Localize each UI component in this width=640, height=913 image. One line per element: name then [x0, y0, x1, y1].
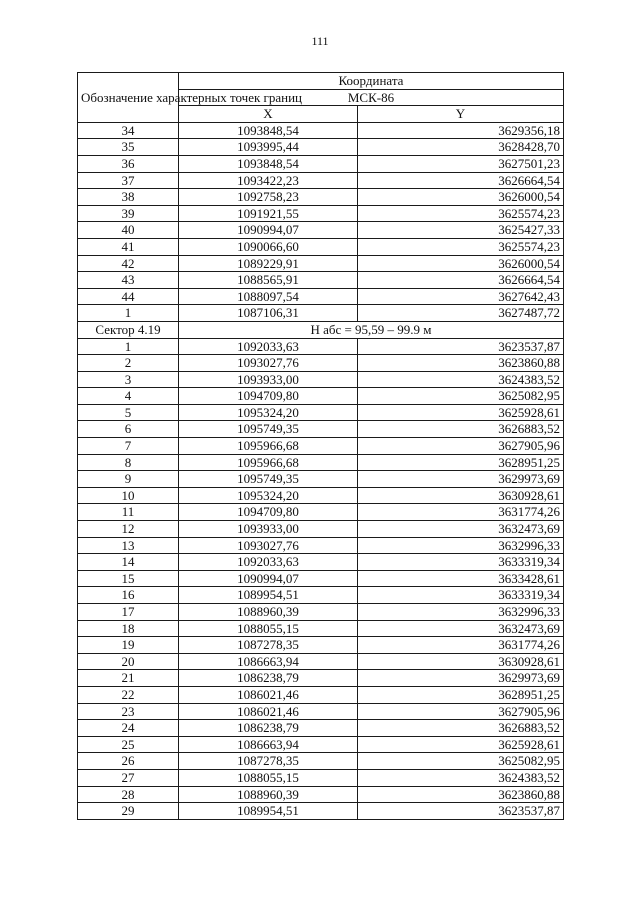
coordinate-y: 3624383,52: [358, 769, 564, 786]
coordinate-y: 3625928,61: [358, 404, 564, 421]
header-x: X: [179, 106, 358, 123]
coordinate-y: 3632473,69: [358, 521, 564, 538]
table-row: [78, 122, 564, 139]
coordinate-y: 3627501,23: [358, 155, 564, 172]
point-number: 11: [78, 504, 179, 521]
point-number: 4: [78, 388, 179, 405]
coordinate-x: 1086663,94: [179, 736, 358, 753]
header-coordinate: Координата: [179, 73, 564, 90]
coordinate-y: 3626664,54: [358, 272, 564, 289]
point-number: 6: [78, 421, 179, 438]
sector-height: Н абс = 95,59 – 99.9 м: [179, 321, 564, 338]
table-row: [78, 288, 564, 305]
table-row: [78, 272, 564, 289]
coordinate-y: 3626000,54: [358, 189, 564, 206]
coordinate-x: 1088565,91: [179, 272, 358, 289]
point-number: 23: [78, 703, 179, 720]
table-row: [78, 338, 564, 355]
table-row: [78, 471, 564, 488]
coordinate-y: 3623860,88: [358, 355, 564, 372]
point-number: 40: [78, 222, 179, 239]
coordinates-table: [77, 72, 564, 820]
point-number: 24: [78, 720, 179, 737]
point-number: 21: [78, 670, 179, 687]
coordinate-y: 3628428,70: [358, 139, 564, 156]
coordinate-x: 1088055,15: [179, 620, 358, 637]
coordinate-x: 1089954,51: [179, 803, 358, 820]
coordinate-x: 1095324,20: [179, 487, 358, 504]
point-number: 28: [78, 786, 179, 803]
table-row: [78, 189, 564, 206]
point-number: 13: [78, 537, 179, 554]
coordinate-y: 3633319,34: [358, 554, 564, 571]
coordinate-y: 3626000,54: [358, 255, 564, 272]
coordinate-y: 3627905,96: [358, 438, 564, 455]
coordinate-x: 1090066,60: [179, 238, 358, 255]
coordinate-x: 1095749,35: [179, 471, 358, 488]
point-number: 15: [78, 570, 179, 587]
table-row: [78, 803, 564, 820]
coordinate-y: 3626664,54: [358, 172, 564, 189]
coordinate-y: 3625928,61: [358, 736, 564, 753]
coordinate-x: 1095966,68: [179, 454, 358, 471]
table-row: [78, 504, 564, 521]
coordinate-x: 1090994,07: [179, 222, 358, 239]
table-row: [78, 454, 564, 471]
coordinate-y: 3626883,52: [358, 421, 564, 438]
table-row: [78, 404, 564, 421]
coordinate-y: 3631774,26: [358, 637, 564, 654]
coordinate-y: 3623537,87: [358, 803, 564, 820]
table-row: [78, 205, 564, 222]
coordinate-x: 1093848,54: [179, 155, 358, 172]
coordinate-x: 1090994,07: [179, 570, 358, 587]
table-row: [78, 537, 564, 554]
point-number: 17: [78, 604, 179, 621]
table-row: [78, 604, 564, 621]
table-row: [78, 438, 564, 455]
point-number: 39: [78, 205, 179, 222]
coordinate-x: 1094709,80: [179, 504, 358, 521]
point-number: 10: [78, 487, 179, 504]
coordinate-x: 1086021,46: [179, 686, 358, 703]
point-number: 37: [78, 172, 179, 189]
coordinate-x: 1092758,23: [179, 189, 358, 206]
table-row: [78, 371, 564, 388]
coordinate-x: 1093027,76: [179, 355, 358, 372]
coordinate-x: 1088960,39: [179, 604, 358, 621]
table-row: [78, 769, 564, 786]
point-number: 18: [78, 620, 179, 637]
point-number: 20: [78, 653, 179, 670]
page-number: 111: [311, 34, 329, 48]
coordinate-y: 3629973,69: [358, 471, 564, 488]
table-row: [78, 637, 564, 654]
coordinate-x: 1088960,39: [179, 786, 358, 803]
point-number: 7: [78, 438, 179, 455]
coordinate-y: 3632996,33: [358, 604, 564, 621]
sector-row: [78, 321, 564, 338]
coordinate-y: 3626883,52: [358, 720, 564, 737]
point-number: 43: [78, 272, 179, 289]
coordinate-y: 3630928,61: [358, 653, 564, 670]
coordinate-x: 1091921,55: [179, 205, 358, 222]
table-row: [78, 172, 564, 189]
coordinate-x: 1093933,00: [179, 521, 358, 538]
point-number: 8: [78, 454, 179, 471]
coordinate-y: 3625574,23: [358, 238, 564, 255]
header-y: Y: [358, 106, 564, 123]
coordinate-y: 3624383,52: [358, 371, 564, 388]
coordinate-x: 1086238,79: [179, 670, 358, 687]
coordinate-x: 1087278,35: [179, 753, 358, 770]
table-row: [78, 620, 564, 637]
coordinate-x: 1095966,68: [179, 438, 358, 455]
coordinate-x: 1092033,63: [179, 338, 358, 355]
header-point-label: Обозначение характерных точек границ: [78, 73, 179, 123]
coordinate-y: 3627642,43: [358, 288, 564, 305]
table-row: [78, 255, 564, 272]
point-number: 26: [78, 753, 179, 770]
point-number: 29: [78, 803, 179, 820]
coordinate-y: 3625427,33: [358, 222, 564, 239]
point-number: 36: [78, 155, 179, 172]
point-number: 3: [78, 371, 179, 388]
table-row: [78, 487, 564, 504]
point-number: 19: [78, 637, 179, 654]
point-number: 34: [78, 122, 179, 139]
table-row: [78, 686, 564, 703]
coordinate-y: 3625574,23: [358, 205, 564, 222]
point-number: 44: [78, 288, 179, 305]
coordinate-x: 1086663,94: [179, 653, 358, 670]
point-number: 12: [78, 521, 179, 538]
coordinate-y: 3633428,61: [358, 570, 564, 587]
table-row: [78, 720, 564, 737]
coordinate-x: 1087278,35: [179, 637, 358, 654]
table-row: [78, 305, 564, 322]
coordinate-y: 3629973,69: [358, 670, 564, 687]
table-row: [78, 155, 564, 172]
table-row: [78, 238, 564, 255]
coordinate-y: 3628951,25: [358, 686, 564, 703]
point-number: 35: [78, 139, 179, 156]
coordinate-x: 1095324,20: [179, 404, 358, 421]
coordinate-x: 1093995,44: [179, 139, 358, 156]
table-row: [78, 670, 564, 687]
coordinate-x: 1089954,51: [179, 587, 358, 604]
point-number: 41: [78, 238, 179, 255]
table-row: [78, 703, 564, 720]
point-number: 22: [78, 686, 179, 703]
table-row: [78, 587, 564, 604]
point-number: 2: [78, 355, 179, 372]
coordinate-x: 1092033,63: [179, 554, 358, 571]
coordinate-y: 3625082,95: [358, 753, 564, 770]
coordinate-y: 3631774,26: [358, 504, 564, 521]
table-row: [78, 355, 564, 372]
table-row: [78, 222, 564, 239]
point-number: 25: [78, 736, 179, 753]
table-row: [78, 388, 564, 405]
coordinate-y: 3633319,34: [358, 587, 564, 604]
coordinate-x: 1087106,31: [179, 305, 358, 322]
coordinate-y: 3623860,88: [358, 786, 564, 803]
coordinate-x: 1093848,54: [179, 122, 358, 139]
point-number: 14: [78, 554, 179, 571]
header-row-1: [78, 73, 564, 90]
point-number: 5: [78, 404, 179, 421]
table-row: [78, 139, 564, 156]
coordinate-x: 1088097,54: [179, 288, 358, 305]
coordinate-y: 3625082,95: [358, 388, 564, 405]
point-number: 27: [78, 769, 179, 786]
point-number: 16: [78, 587, 179, 604]
table-row: [78, 521, 564, 538]
point-number: 1: [78, 305, 179, 322]
coordinate-x: 1093422,23: [179, 172, 358, 189]
coordinate-x: 1093027,76: [179, 537, 358, 554]
coordinates-table-body: [78, 73, 564, 820]
coordinate-x: 1088055,15: [179, 769, 358, 786]
point-number: 9: [78, 471, 179, 488]
coordinate-x: 1089229,91: [179, 255, 358, 272]
sector-name: Сектор 4.19: [78, 321, 179, 338]
table-row: [78, 786, 564, 803]
table-row: [78, 554, 564, 571]
table-row: [78, 421, 564, 438]
table-row: [78, 653, 564, 670]
coordinate-y: 3632996,33: [358, 537, 564, 554]
table-row: [78, 753, 564, 770]
coordinate-x: 1086238,79: [179, 720, 358, 737]
point-number: 1: [78, 338, 179, 355]
point-number: 42: [78, 255, 179, 272]
header-system: МСК-86: [179, 89, 564, 106]
coordinate-y: 3628951,25: [358, 454, 564, 471]
table-row: [78, 570, 564, 587]
coordinate-y: 3630928,61: [358, 487, 564, 504]
coordinate-y: 3623537,87: [358, 338, 564, 355]
coordinate-y: 3632473,69: [358, 620, 564, 637]
coordinate-x: 1086021,46: [179, 703, 358, 720]
coordinate-x: 1095749,35: [179, 421, 358, 438]
point-number: 38: [78, 189, 179, 206]
coordinate-y: 3627487,72: [358, 305, 564, 322]
coordinate-x: 1093933,00: [179, 371, 358, 388]
coordinate-y: 3629356,18: [358, 122, 564, 139]
coordinate-x: 1094709,80: [179, 388, 358, 405]
coordinate-y: 3627905,96: [358, 703, 564, 720]
table-row: [78, 736, 564, 753]
